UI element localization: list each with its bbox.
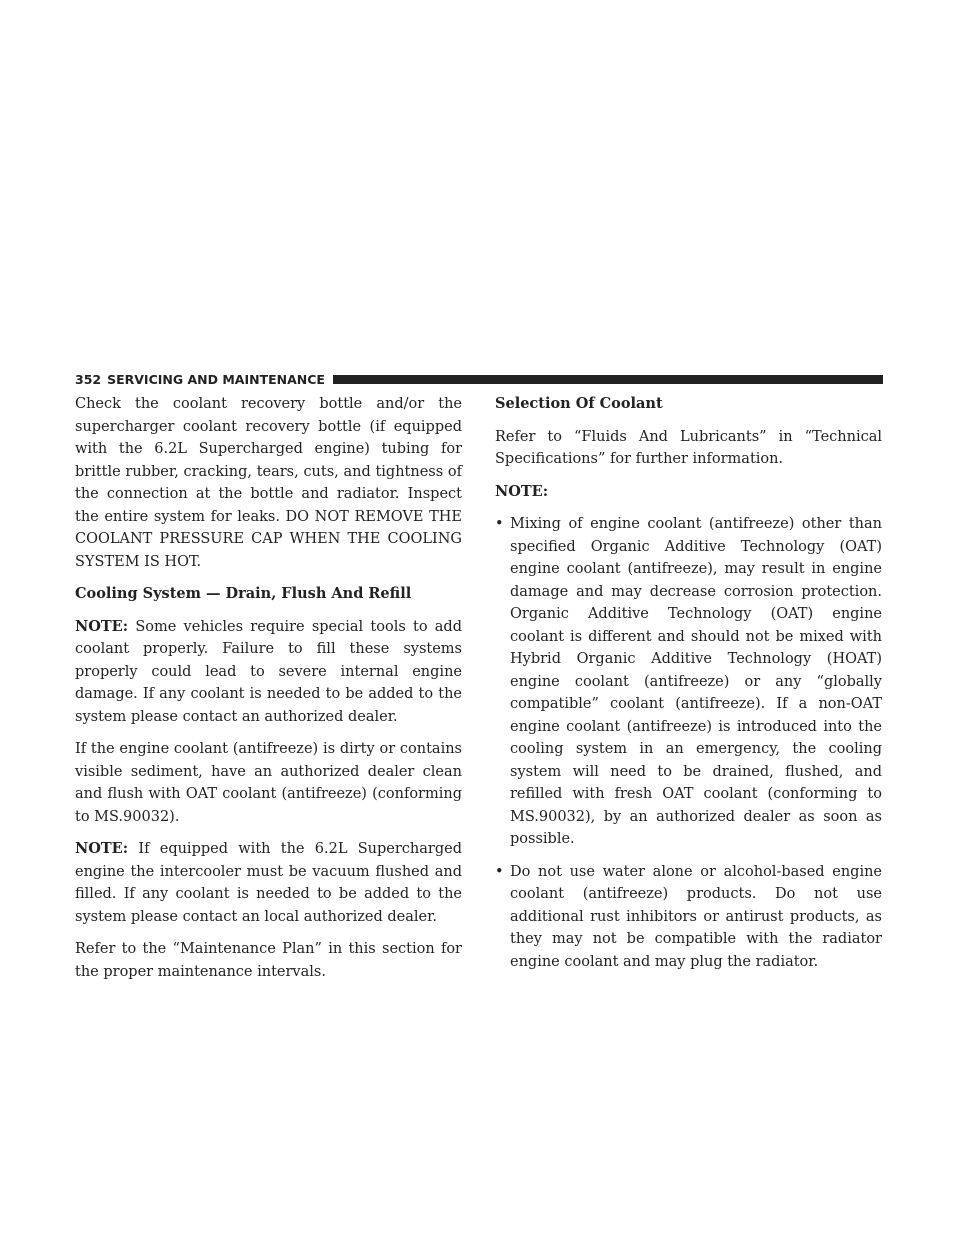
inspection-paragraph: Check the coolant recovery bottle and/or the supercharger coolant recovery bottle (if equipped with the 6.2L Supercharged engine) tubing for brittle rubber, cracking, tears, cuts, and tightness of the connection at the bottle and radiator. Inspect the entire system for leaks. DO NOT REMOVE THE COOLANT PRESSURE CAP WHEN THE COOLING SYSTEM IS HOT. xyxy=(75,396,462,570)
fluids-reference-paragraph: Refer to “Fluids And Lubricants” in “Technical Specifications” for further information. xyxy=(495,428,882,467)
page-header xyxy=(75,371,883,387)
list-item-text: Do not use water alone or alcohol-based engine coolant (antifreeze) products. Do not use additional rust inhibitors or antirust products, as they may not be compatible with the radiator engine coolant and may plug the radiator. xyxy=(510,863,882,970)
note-supercharged xyxy=(75,838,462,928)
bullet-icon: • xyxy=(495,863,504,880)
section-title: SERVICING AND MAINTENANCE xyxy=(107,371,325,387)
note-text: Some vehicles require special tools to add coolant properly. Failure to fill these systems properly could lead to severe internal engine damage. If any coolant is needed to be added to the system please contact an authorized dealer. xyxy=(75,618,462,725)
note-label: NOTE: xyxy=(75,840,129,857)
dirty-coolant-paragraph: If the engine coolant (antifreeze) is dirty or contains visible sediment, have an authorized dealer clean and flush with OAT coolant (antifreeze) (conforming to MS.90032). xyxy=(75,741,462,825)
page-number: 352 xyxy=(75,371,102,387)
drain-flush-refill-heading: Cooling System — Drain, Flush And Refill xyxy=(75,585,412,602)
note-heading xyxy=(495,481,882,504)
right-column xyxy=(495,393,882,983)
note-text: If equipped with the 6.2L Supercharged engine the intercooler must be vacuum flushed and filled. If any coolant is needed to be added to the system please contact an local authorized dealer. xyxy=(75,841,462,925)
header-rule xyxy=(333,375,883,384)
left-column xyxy=(75,393,462,993)
list-item-text: Mixing of engine coolant (antifreeze) other than specified Organic Additive Technology (OAT) engine coolant (antifreeze), may result in engine damage and may decrease corrosion protection. Organic Additive Technology (OAT) engine coolant is different and should not be mixed with Hybrid Organic Additive Technology (HOAT) engine coolant (antifreeze) or any “globally compatible” coolant (antifreeze). If a non-OAT engine coolant (antifreeze) is introduced into the cooling system in an emergency, the cooling system will need to be drained, flushed, and refilled with fresh OAT coolant (conforming to MS.90032), by an authorized dealer as soon as possible. xyxy=(510,516,882,847)
note-label: NOTE: xyxy=(495,482,549,500)
note-special-tools xyxy=(75,616,462,729)
coolant-notes-list xyxy=(495,513,882,973)
note-label: NOTE: xyxy=(75,617,129,635)
list-item xyxy=(495,861,882,974)
bullet-icon: • xyxy=(495,516,504,532)
selection-of-coolant-heading: Selection Of Coolant xyxy=(495,395,663,412)
maintenance-plan-paragraph: Refer to the “Maintenance Plan” in this section for the proper maintenance intervals. xyxy=(75,941,462,980)
list-item xyxy=(495,513,882,851)
